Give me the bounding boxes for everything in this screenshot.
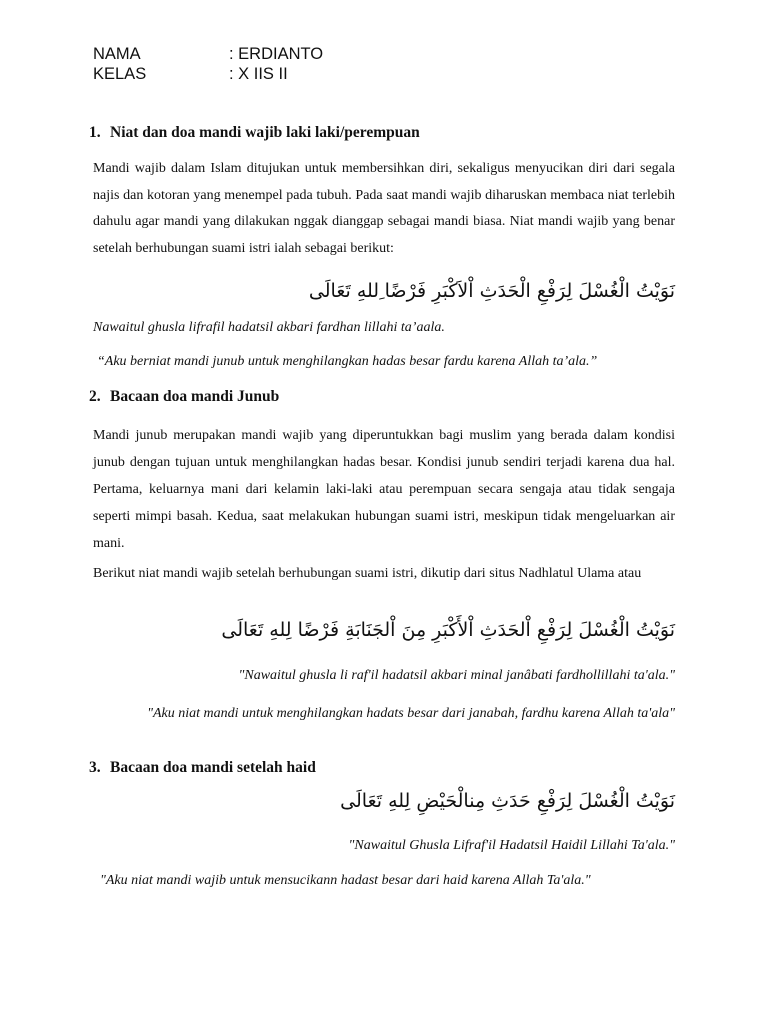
section-2-paragraph: Mandi junub merupakan mandi wajib yang diperuntukkan bagi muslim yang berada dalam kondisi junub dengan tujuan untuk menghilangkan hadas besar. Kondisi junub sendiri terjadi karena dua hal. Pertama, keluarnya mani dari kelamin laki-laki atau perempuan secara sengaja atau tidak sengaja seperti mimpi basah. Kedua, saat melakukan hubungan suami istri, meskipun tidak mengeluarkan air mani. <box>93 428 675 551</box>
section-1-heading <box>89 123 420 143</box>
section-1-number: 1. <box>89 124 101 141</box>
section-2-title: Bacaan doa mandi Junub <box>110 388 280 405</box>
section-2-heading <box>89 387 279 407</box>
section-1-title: Niat dan doa mandi wajib laki laki/perempuan <box>110 124 420 141</box>
section-3-translation: "Aku niat mandi wajib untuk mensucikann hadast besar dari haid karena Allah Ta'ala." <box>100 873 591 888</box>
section-2-number: 2. <box>89 388 101 405</box>
section-3-arabic-niat: نَوَيْتُ الْغُسْلَ لِرَفْعِ حَدَثِ مِنالْحَيْضِ لِلهِ تَعَالَى <box>340 790 675 812</box>
class-label: KELAS <box>93 65 147 83</box>
section-3-heading <box>89 758 316 778</box>
section-2-transliteration: "Nawaitul ghusla li raf'il hadatsil akbari minal janâbati fardhollillahi ta'ala." <box>238 668 675 683</box>
section-1-transliteration: Nawaitul ghusla lifrafil hadatsil akbari fardhan lillahi ta’aala. <box>93 320 445 335</box>
name-value: : ERDIANTO <box>229 45 324 63</box>
section-2-translation: "Aku niat mandi untuk menghilangkan hadats besar dari janabah, fardhu karena Allah ta'ala" <box>147 706 675 721</box>
section-3-transliteration: "Nawaitul Ghusla Lifraf'il Hadatsil Haidil Lillahi Ta'ala." <box>348 838 675 853</box>
name-label: NAMA <box>93 45 141 63</box>
section-2-paragraph-intro: Berikut niat mandi wajib setelah berhubungan suami istri, dikutip dari situs Nadhlatul Ulama atau <box>93 566 642 581</box>
section-2-arabic-niat: نَوَيْتُ الْغُسْلَ لِرَفْعِ اْلحَدَثِ اْلأَكْبَرِ مِنَ اْلجَنَابَةِ فَرْضًا لِلهِ تَعَالَى <box>221 619 675 641</box>
section-3-title: Bacaan doa mandi setelah haid <box>110 759 316 776</box>
section-3-number: 3. <box>89 759 101 776</box>
class-value: : X IIS II <box>229 65 288 83</box>
section-1-translation: “Aku berniat mandi junub untuk menghilangkan hadas besar fardu karena Allah ta’ala.” <box>97 354 598 369</box>
section-1-paragraph: Mandi wajib dalam Islam ditujukan untuk membersihkan diri, sekaligus menyucikan diri dari segala najis dan kotoran yang menempel pada tubuh. Pada saat mandi wajib diharuskan membaca niat terlebih dahulu agar mandi yang dilakukan nggak dianggap sebagai mandi biasa. Niat mandi wajib yang benar setelah berhubungan suami istri ialah sebagai berikut: <box>93 161 675 256</box>
section-1-arabic-niat: نَوَيْتُ الْغُسْلَ لِرَفْعِ الْحَدَثِ اْلاَكْبَرِ فَرْضًا ِللهِ تَعَالَى <box>308 280 675 302</box>
